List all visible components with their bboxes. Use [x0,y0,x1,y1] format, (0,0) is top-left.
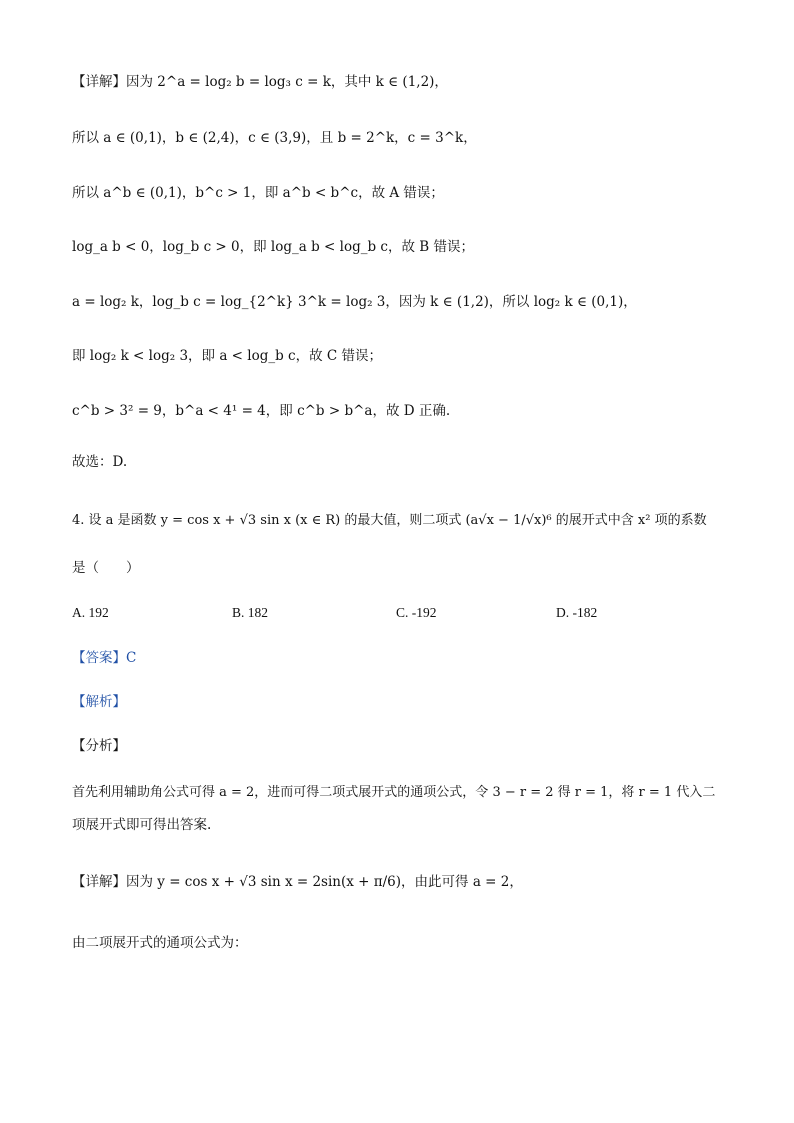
question-4: 4. 设 a 是函数 y = cos x + √3 sin x (x ∈ R) 的最大值，则二项式 (a√x − 1/√x)⁶ 的展开式中含 x² 项的系数 [72,513,707,528]
line-8: 故选：D. [72,454,128,470]
question-4-tail: 是（ ） [72,560,140,576]
line-detail-1: 【详解】因为 y = cos x + √3 sin x = 2sin(x + π/6)，由此可得 a = 2， [72,874,523,890]
fenxi-label: 【分析】 [72,738,126,754]
line-7: c^b > 3² = 9，b^a < 4¹ = 4，即 c^b > b^a，故 D 正确. [72,403,451,419]
line-3: 所以 a^b ∈ (0,1)，b^c > 1，即 a^b < b^c，故 A 错误； [72,185,444,201]
line-2: 所以 a ∈ (0,1)，b ∈ (2,4)，c ∈ (3,9)，且 b = 2^k，c = 3^k， [72,130,477,146]
choice-c: C. -192 [396,605,437,620]
line-4: log_a b < 0，log_b c > 0，即 log_a b < log_b c，故 B 错误； [72,239,474,255]
analysis-label: 【解析】 [72,694,126,710]
choice-d: D. -182 [556,605,598,620]
line-6: 即 log₂ k < log₂ 3，即 a < log_b c，故 C 错误； [72,348,383,364]
line-5: a = log₂ k，log_b c = log_{2^k} 3^k = log₂ 3，因为 k ∈ (1,2)，所以 log₂ k ∈ (0,1)， [72,294,637,310]
choice-a: A. 192 [72,605,109,620]
line-analysis-1: 首先利用辅助角公式可得 a = 2，进而可得二项式展开式的通项公式，令 3 − r = 2 得 r = 1，将 r = 1 代入二 [72,785,716,800]
line-detail-2: 由二项展开式的通项公式为： [72,935,248,951]
line-1: 【详解】因为 2^a = log₂ b = log₃ c = k，其中 k ∈ (1,2)， [72,74,448,90]
answer-label: 【答案】C [72,650,137,666]
line-analysis-2: 项展开式即可得出答案. [72,817,212,833]
choice-b: B. 182 [232,605,269,620]
